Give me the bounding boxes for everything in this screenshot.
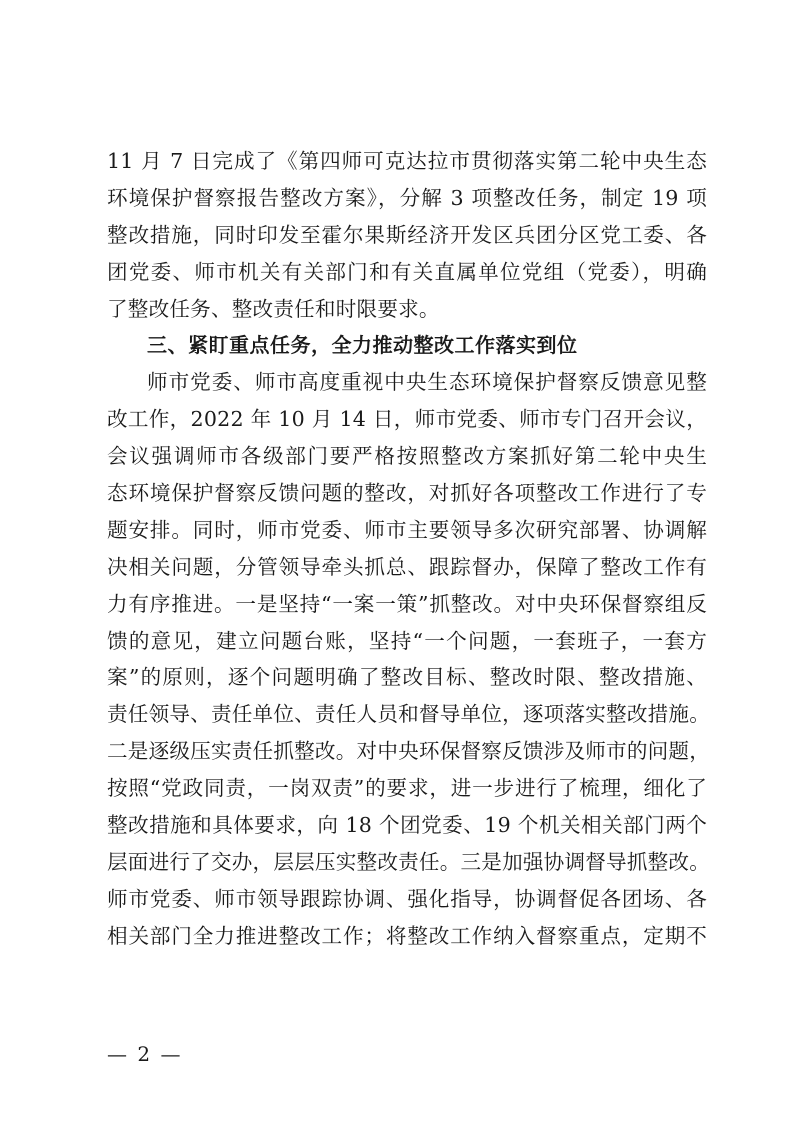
paragraph-line: 按照“党政同责，一岗双责”的要求，进一步进行了梳理，细化了 bbox=[107, 776, 707, 801]
paragraph-line: 团党委、师市机关有关部门和有关直属单位党组（党委），明确 bbox=[107, 259, 707, 284]
paragraph-line: 改工作，2022 年 10 月 14 日，师市党委、师市专门召开会议， bbox=[107, 407, 707, 432]
paragraph-line: 力有序推进。一是坚持“一案一策”抓整改。对中央环保督察组反 bbox=[107, 591, 707, 616]
paragraph-line: 环境保护督察报告整改方案》，分解 3 项整改任务，制定 19 项 bbox=[107, 185, 707, 210]
page-number: — 2 — bbox=[107, 1042, 183, 1066]
section-heading: 三、紧盯重点任务，全力推动整改工作落实到位 bbox=[147, 333, 578, 358]
paragraph-line: 决相关问题，分管领导牵头抓总、跟踪督办，保障了整改工作有 bbox=[107, 554, 707, 579]
paragraph-line: 馈的意见，建立问题台账，坚持“一个问题，一套班子，一套方 bbox=[107, 628, 707, 653]
paragraph-line: 二是逐级压实责任抓整改。对中央环保督察反馈涉及师市的问题， bbox=[107, 739, 711, 764]
paragraph-line: 案”的原则，逐个问题明确了整改目标、整改时限、整改措施、 bbox=[107, 665, 707, 690]
paragraph-line: 会议强调师市各级部门要严格按照整改方案抓好第二轮中央生 bbox=[107, 444, 707, 469]
paragraph-line: 相关部门全力推进整改工作；将整改工作纳入督察重点，定期不 bbox=[107, 923, 707, 948]
paragraph-line: 11 月 7 日完成了《第四师可克达拉市贯彻落实第二轮中央生态 bbox=[107, 149, 707, 173]
paragraph-line: 责任领导、责任单位、责任人员和督导单位，逐项落实整改措施。 bbox=[107, 702, 711, 727]
paragraph-line: 态环境保护督察反馈问题的整改，对抓好各项整改工作进行了专 bbox=[107, 481, 707, 506]
paragraph-line: 师市党委、师市高度重视中央生态环境保护督察反馈意见整 bbox=[147, 370, 707, 395]
paragraph-line: 层面进行了交办，层层压实整改责任。三是加强协调督导抓整改。 bbox=[107, 849, 711, 874]
paragraph-line: 了整改任务、整改责任和时限要求。 bbox=[107, 296, 440, 321]
paragraph-line: 题安排。同时，师市党委、师市主要领导多次研究部署、协调解 bbox=[107, 517, 707, 542]
paragraph-line: 师市党委、师市领导跟踪协调、强化指导，协调督促各团场、各 bbox=[107, 886, 707, 911]
paragraph-line: 整改措施和具体要求，向 18 个团党委、19 个机关相关部门两个 bbox=[107, 813, 707, 838]
paragraph-line: 整改措施，同时印发至霍尔果斯经济开发区兵团分区党工委、各 bbox=[107, 222, 707, 247]
body-text bbox=[107, 143, 711, 955]
